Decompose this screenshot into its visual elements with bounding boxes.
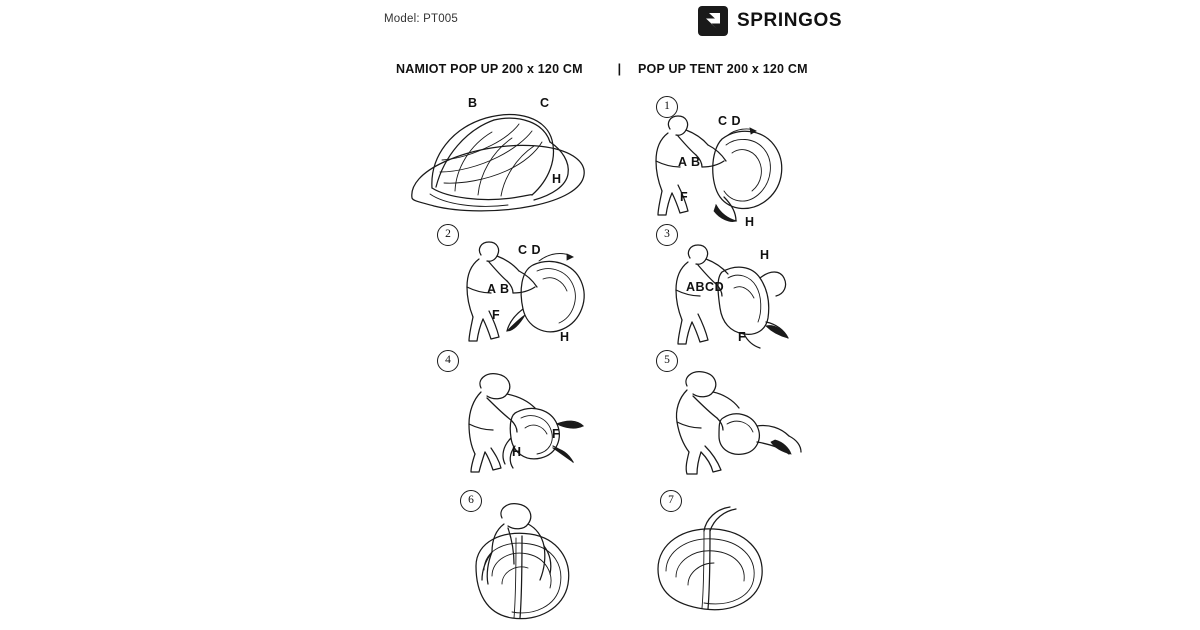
step-3-label-h: H: [760, 248, 770, 262]
figure-step-6: [430, 500, 600, 628]
figure-step-5: [665, 362, 825, 482]
step-2-label-f: F: [492, 308, 501, 322]
step-2-label-h: H: [560, 330, 570, 344]
step-1-label-ab: A B: [678, 155, 701, 169]
overview-label-c: C: [540, 96, 550, 110]
step-1-label-cd: C D: [718, 114, 742, 128]
overview-label-b: B: [468, 96, 478, 110]
model-label: Model: PT005: [384, 13, 458, 25]
step-number-7: 7: [660, 490, 682, 512]
step-number-6: 6: [460, 490, 482, 512]
step-number-4: 4: [437, 350, 459, 372]
step-4-label-h: H: [512, 445, 522, 459]
overview-label-h: H: [552, 172, 562, 186]
step-2-label-ab: A B: [487, 282, 510, 296]
figure-step-7: [640, 505, 800, 615]
figure-step-4: [455, 362, 620, 477]
step-1-label-h: H: [745, 215, 755, 229]
step-1-label-f: F: [680, 190, 689, 204]
step-3-label-abcd: ABCD: [686, 280, 725, 294]
step-number-1: 1: [656, 96, 678, 118]
title-english: POP UP TENT 200 x 120 CM: [638, 62, 808, 76]
step-number-3: 3: [656, 224, 678, 246]
brand-name: SPRINGOS: [737, 10, 843, 31]
step-3-label-f: F: [738, 330, 747, 344]
step-number-2: 2: [437, 224, 459, 246]
figure-overview-tent: [400, 90, 650, 220]
step-4-label-f: F: [552, 427, 561, 441]
title-polish: NAMIOT POP UP 200 x 120 CM: [396, 62, 583, 76]
step-number-5: 5: [656, 350, 678, 372]
step-2-label-cd: C D: [518, 243, 542, 257]
title-separator: |: [617, 62, 622, 76]
